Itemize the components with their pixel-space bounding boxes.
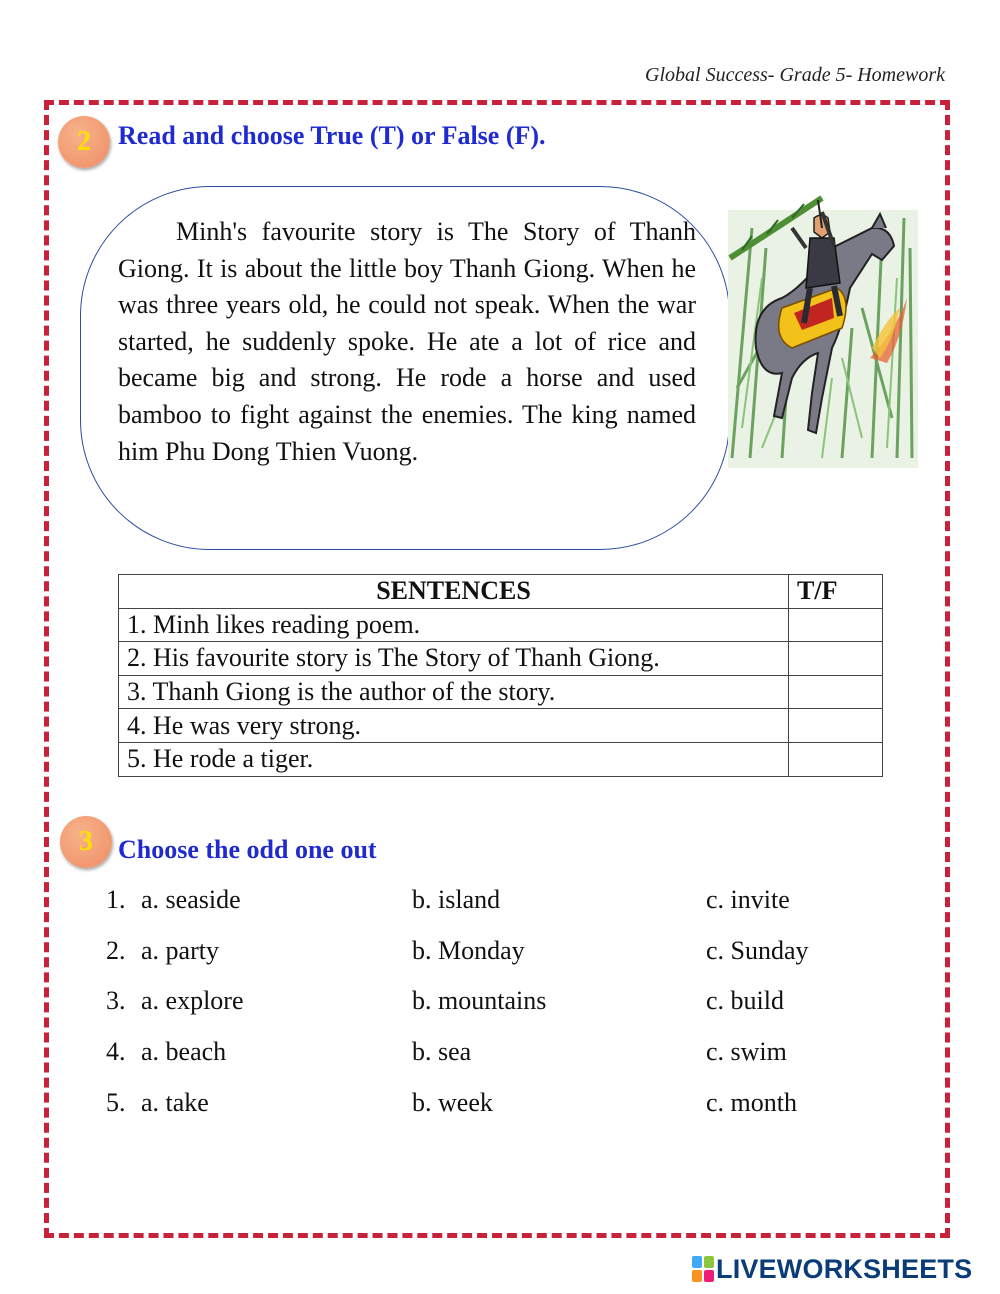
option-c[interactable]: c. month (706, 1088, 797, 1117)
table-header-row (119, 575, 883, 609)
option-b[interactable]: b. mountains (412, 986, 547, 1015)
worksheet-header: Global Success- Grade 5- Homework (645, 64, 945, 86)
logo-text: LIVEWORKSHEETS (716, 1253, 973, 1284)
option-c[interactable]: c. invite (706, 885, 790, 914)
option-c[interactable]: c. build (706, 986, 784, 1015)
sentence-cell: 3. Thanh Giong is the author of the story. (119, 675, 789, 709)
table-row (119, 608, 883, 642)
answer-cell[interactable] (789, 608, 883, 642)
option-a[interactable]: a. beach (141, 1037, 227, 1066)
thanh-giong-illustration (722, 188, 922, 470)
item-number: 2. (106, 936, 126, 965)
table-row (119, 742, 883, 776)
answer-cell[interactable] (789, 642, 883, 676)
sentences-column-header: SENTENCES (119, 575, 789, 609)
section-2-title: Read and choose True (T) or False (F). (118, 121, 546, 150)
liveworksheets-logo[interactable] (692, 1254, 972, 1284)
section-3-title: Choose the odd one out (118, 835, 377, 864)
item-number: 4. (106, 1037, 126, 1066)
option-b[interactable]: b. Monday (412, 936, 525, 965)
table-row (119, 675, 883, 709)
option-b[interactable]: b. island (412, 885, 501, 914)
tf-column-header: T/F (789, 575, 883, 609)
option-a[interactable]: a. party (141, 936, 219, 965)
sentence-cell: 5. He rode a tiger. (119, 742, 789, 776)
option-c[interactable]: c. Sunday (706, 936, 809, 965)
item-number: 3. (106, 986, 126, 1015)
answer-cell[interactable] (789, 675, 883, 709)
item-number: 1. (106, 885, 126, 914)
sentence-cell: 4. He was very strong. (119, 709, 789, 743)
odd-one-out-item (106, 882, 906, 918)
sentence-cell: 2. His favourite story is The Story of Thanh Giong. (119, 642, 789, 676)
option-b[interactable]: b. week (412, 1088, 493, 1117)
table-row (119, 709, 883, 743)
reading-passage: Minh's favourite story is The Story of Thanh Giong. It is about the little boy Thanh Giong. When he was three years old, he could not speak. When the war started, he suddenly spoke. He ate a lot of rice and became big and strong. He rode a horse and used bamboo to fight against the enemies. The king named him Phu Dong Thien Vuong. (118, 217, 696, 466)
section-2-badge: 2 (58, 116, 110, 168)
option-a[interactable]: a. explore (141, 986, 244, 1015)
odd-one-out-item (106, 1085, 906, 1121)
section-3-badge: 3 (60, 816, 112, 868)
option-b[interactable]: b. sea (412, 1037, 472, 1066)
option-c[interactable]: c. swim (706, 1037, 787, 1066)
option-a[interactable]: a. seaside (141, 885, 241, 914)
odd-one-out-item (106, 933, 906, 969)
table-row (119, 642, 883, 676)
answer-cell[interactable] (789, 709, 883, 743)
sentence-cell: 1. Minh likes reading poem. (119, 608, 789, 642)
option-a[interactable]: a. take (141, 1088, 209, 1117)
liveworksheets-icon (692, 1256, 716, 1282)
answer-cell[interactable] (789, 742, 883, 776)
true-false-table (118, 574, 883, 777)
odd-one-out-item (106, 983, 906, 1019)
item-number: 5. (106, 1088, 126, 1117)
odd-one-out-item (106, 1034, 906, 1070)
